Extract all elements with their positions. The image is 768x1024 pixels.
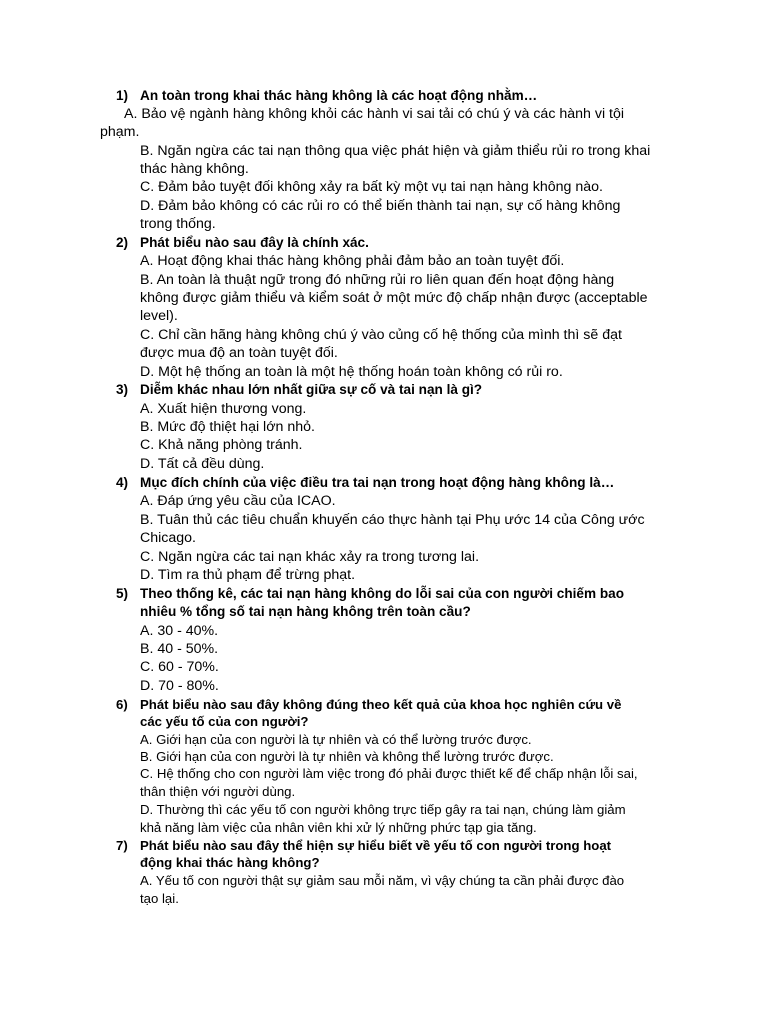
question-4-option-b-cont: Chicago. [140,530,196,546]
question-2-option-d: D. Một hệ thống an toàn là một hệ thống hoán toàn không có rủi ro. [140,364,563,380]
question-1-option-a: A. Bảo vệ ngành hàng không khỏi các hành vi sai tải có chú ý và các hành vi tội [124,106,625,122]
question-3-option-c: C. Khả năng phòng tránh. [140,437,303,453]
question-1-option-a-cont: phạm. [100,124,140,140]
question-6-option-c-cont: thân thiện với người dùng. [140,784,296,799]
question-2-title [116,234,369,252]
question-3-number: 3) [116,382,129,397]
question-6-option-d-cont: khả năng làm việc của nhân viên khi xử lý những phức tạp gia tăng. [140,820,537,835]
question-5-option-d: D. 70 - 80%. [140,678,219,694]
question-5-title-cont: nhiêu % tổng số tai nạn hàng không trên toàn cầu? [140,604,471,619]
question-1-option-d-cont: trong thống. [140,216,216,232]
question-3-title [116,381,482,399]
question-2-option-c: C. Chỉ cần hãng hàng không chú ý vào củng cố hệ thống của mình thì sẽ đạt [140,327,622,343]
question-6-option-d: D. Thường thì các yếu tố con người không trực tiếp gây ra tai nạn, chúng làm giảm [140,802,626,817]
question-1-title [116,87,537,105]
question-1-number: 1) [116,88,129,103]
question-5-title [116,585,624,603]
question-7-option-a-cont: tạo lại. [140,891,179,906]
question-3-option-d: D. Tất cả đều dùng. [140,456,265,472]
question-6-title-cont: các yếu tố của con người? [140,714,309,729]
question-2-option-b: B. An toàn là thuật ngữ trong đó những rủi ro liên quan đến hoạt động hàng [140,272,615,288]
question-5-text: Theo thống kê, các tai nạn hàng không do lỗi sai của con người chiếm bao [140,586,625,601]
question-2-text: Phát biểu nào sau đây là chính xác. [140,235,369,250]
question-3-text: Diễm khác nhau lớn nhất giữa sự cố và tai nạn là gì? [140,382,483,397]
question-1-option-c: C. Đảm bảo tuyệt đối không xảy ra bất kỳ một vụ tai nạn hàng không nào. [140,179,603,195]
question-1-text: An toàn trong khai thác hàng không là các hoạt động nhằm… [140,88,538,103]
question-6-option-b: B. Giới hạn của con người là tự nhiên và không thể lường trước được. [140,749,554,764]
question-5-option-a: A. 30 - 40%. [140,623,219,639]
question-5-option-c: C. 60 - 70%. [140,659,219,675]
question-4-title [116,474,614,492]
question-6-text: Phát biểu nào sau đây không đúng theo kết quả của khoa học nghiên cứu về [140,697,622,712]
question-4-option-a: A. Đáp ứng yêu cầu của ICAO. [140,493,336,509]
question-1-option-d: D. Đảm bảo không có các rủi ro có thể biến thành tai nạn, sự cố hàng không [140,198,621,214]
question-2-number: 2) [116,235,129,250]
question-3-option-b: B. Mức độ thiệt hại lớn nhỏ. [140,419,315,435]
question-4-option-c: C. Ngăn ngừa các tai nạn khác xảy ra trong tương lai. [140,549,480,565]
question-7-title [116,837,611,855]
question-7-text: Phát biểu nào sau đây thể hiện sự hiểu biết về yếu tố con người trong hoạt [140,838,612,853]
question-4-option-d: D. Tìm ra thủ phạm để trừng phạt. [140,567,356,583]
question-6-number: 6) [116,697,128,712]
question-1-option-b-cont: thác hàng không. [140,161,249,177]
question-6-option-c: C. Hệ thống cho con người làm việc trong đó phải được thiết kế để chấp nhận lỗi sai, [140,766,638,781]
question-6-option-a: A. Giới hạn của con người là tự nhiên và có thể lường trước được. [140,732,532,747]
question-2-option-b-cont2: level). [140,308,178,324]
question-4-text: Mục đích chính của việc điều tra tai nạn trong hoạt động hàng không là… [140,475,615,490]
question-4-number: 4) [116,475,129,490]
question-4-option-b: B. Tuân thủ các tiêu chuẩn khuyến cáo thực hành tại Phụ ước 14 của Công ước [140,512,645,528]
question-2-option-c-cont: được mua độ an toàn tuyệt đối. [140,345,338,361]
question-7-option-a: A. Yếu tố con người thật sự giảm sau mỗi năm, vì vậy chúng ta cần phải được đào [140,873,625,888]
question-3-option-a: A. Xuất hiện thương vong. [140,401,307,417]
question-6-title [116,696,621,714]
question-7-number: 7) [116,838,128,853]
question-7-title-cont: động khai thác hàng không? [140,855,320,870]
question-5-option-b: B. 40 - 50%. [140,641,219,657]
question-2-option-a: A. Hoạt động khai thác hàng không phải đảm bảo an toàn tuyệt đối. [140,253,565,269]
question-2-option-b-cont: không được giảm thiểu và kiểm soát ở một mức độ chấp nhận được (acceptable [140,290,648,306]
question-1-option-b: B. Ngăn ngừa các tai nạn thông qua việc phát hiện và giảm thiểu rủi ro trong khai [140,143,651,159]
question-5-number: 5) [116,586,129,601]
